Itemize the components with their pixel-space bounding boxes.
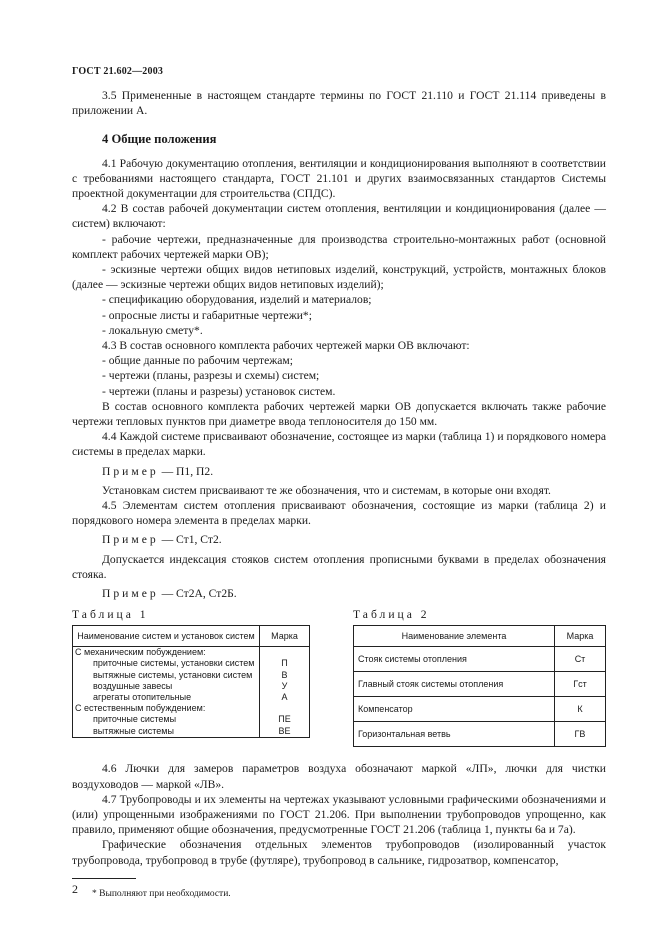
- table-cell: [260, 703, 309, 714]
- table-1-header-mark: Марка: [260, 626, 310, 647]
- paragraph-4-5-note: Допускается индексация стояков систем отопления прописными буквами в пределах обозначения стояка.: [72, 552, 606, 581]
- table-cell: А: [281, 692, 288, 703]
- table-2-caption: Таблица 2: [353, 608, 430, 622]
- list-item: - спецификацию оборудования, изделий и материалов;: [102, 293, 372, 307]
- list-item: - чертежи (планы и разрезы) установок систем.: [102, 384, 336, 398]
- footnote-divider: [72, 878, 136, 879]
- table-1-names: [73, 647, 260, 738]
- page-number: 2: [72, 882, 78, 896]
- paragraph-3-5: 3.5 Примененные в настоящем стандарте термины по ГОСТ 21.110 и ГОСТ 21.114 приведены в приложении А.: [72, 89, 606, 118]
- table-cell: Стояк системы отопления: [354, 647, 555, 672]
- table-row: вытяжные системы: [93, 725, 174, 736]
- paragraph-4-1: 4.1 Рабочую документацию отопления, вентиляции и кондиционирования выполняют в соответствии с требованиями настоящего стандарта, ГОСТ 21.101 и других взаимосвязанных стандартов Системы проектной документации для строительства (СПДС).: [72, 156, 606, 201]
- table-1-marks: [260, 647, 310, 738]
- tables-block: [72, 607, 606, 757]
- table-row: вытяжные системы, установки систем: [93, 669, 253, 680]
- table-cell: У: [281, 680, 288, 691]
- table-cell: Гст: [555, 672, 606, 697]
- table-cell: [260, 647, 309, 658]
- table-cell: П: [281, 658, 288, 669]
- example-label: Пример: [102, 587, 159, 601]
- section-title: 4 Общие положения: [102, 132, 217, 147]
- table-row: воздушные завесы: [93, 680, 173, 691]
- table-2-header-name: Наименование элемента: [354, 626, 555, 647]
- paragraph-4-7: 4.7 Трубопроводы и их элементы на чертежах указывают условными графическими обозначениями и (или) упрощенными изображениями по ГОСТ 21.206. При выполнении трубопроводов упрощенно, как правило, применяют общие обозначения, предусмотренные ГОСТ 21.206 (таблица 1, пункты 6а и 7а).: [72, 792, 606, 837]
- table-row: приточные системы, установки систем: [93, 658, 255, 669]
- table-cell: Горизонтальная ветвь: [354, 722, 555, 747]
- paragraph-4-4: 4.4 Каждой системе присваивают обозначение, состоящее из марки (таблица 1) и порядкового номера системы в пределах марки.: [72, 430, 606, 459]
- table-cell: Компенсатор: [354, 697, 555, 722]
- table-1: [72, 625, 310, 738]
- paragraph-4-6: 4.6 Лючки для замеров параметров воздуха обозначают маркой «ЛП», лючки для чистки воздуховодов — маркой «ЛВ».: [72, 762, 606, 791]
- list-item: - опросные листы и габаритные чертежи*;: [102, 308, 312, 322]
- page-header: ГОСТ 21.602—2003: [72, 66, 164, 77]
- table-cell: ВЕ: [278, 725, 291, 736]
- list-item: - чертежи (планы, разрезы и схемы) систем;: [102, 369, 320, 383]
- table-2: [353, 625, 606, 747]
- table-row: [354, 722, 606, 747]
- example-2: [72, 532, 606, 547]
- example-value: — П1, П2.: [161, 464, 214, 478]
- example-value: — Ст1, Ст2.: [161, 533, 222, 547]
- table-row: [354, 647, 606, 672]
- table-cell: В: [281, 669, 288, 680]
- table-cell: К: [555, 697, 606, 722]
- table-2-header-mark: Марка: [555, 626, 606, 647]
- paragraph-4-3: 4.3 В состав основного комплекта рабочих чертежей марки ОВ включают:: [102, 339, 470, 353]
- paragraph-4-7-continued: Графические обозначения отдельных элементов трубопроводов (изолированный участок трубопровода, трубопровод в трубе (футляре), трубопровод в сальнике, гидрозатвор, компенсатор,: [72, 838, 606, 867]
- table-row: агрегаты отопительные: [93, 692, 192, 703]
- table-cell: Главный стояк системы отопления: [354, 672, 555, 697]
- paragraph-4-2: 4.2 В состав рабочей документации систем отопления, вентиляции и кондиционирования (далее — систем) включают:: [72, 202, 606, 231]
- paragraph-4-3-note: В состав основного комплекта рабочих чертежей марки ОВ допускается включать также рабочие чертежи тепловых пунктов при диаметре ввода теплоносителя до 150 мм.: [72, 399, 606, 429]
- table-row: С естественным побуждением:: [75, 703, 206, 714]
- list-item: - эскизные чертежи общих видов нетиповых изделий, конструкций, устройств, монтажных блоков (далее — эскизные чертежи общих видов нетиповых изделий);: [72, 263, 606, 292]
- table-row: [354, 697, 606, 722]
- example-3: [72, 586, 606, 601]
- table-1-header-name: Наименование систем и установок систем: [73, 626, 260, 647]
- page-body: [72, 88, 606, 902]
- paragraph-4-4-note: Установкам систем присваивают те же обозначения, что и системам, в которые они входят.: [102, 483, 551, 497]
- paragraph-4-5: 4.5 Элементам систем отопления присваивают обозначения, состоящие из марки (таблица 2) и порядкового номера элемента в пределах марки.: [72, 499, 606, 528]
- list-item: - рабочие чертежи, предназначенные для производства строительно-монтажных работ (основной комплект рабочих чертежей марки ОВ);: [72, 232, 606, 261]
- table-cell: ГВ: [555, 722, 606, 747]
- example-value: — Ст2А, Ст2Б.: [161, 587, 237, 601]
- table-row: [354, 672, 606, 697]
- table-cell: Ст: [555, 647, 606, 672]
- list-item: - общие данные по рабочим чертежам;: [102, 354, 293, 368]
- table-1-caption: Таблица 1: [72, 608, 149, 622]
- example-label: Пример: [102, 533, 159, 547]
- table-row: приточные системы: [93, 714, 177, 725]
- table-cell: ПЕ: [278, 714, 291, 725]
- table-row: С механическим побуждением:: [75, 647, 206, 658]
- footnote: * Выполняют при необходимости.: [92, 888, 231, 899]
- example-1: [72, 464, 606, 479]
- example-label: Пример: [102, 464, 159, 478]
- list-item: - локальную смету*.: [102, 323, 203, 337]
